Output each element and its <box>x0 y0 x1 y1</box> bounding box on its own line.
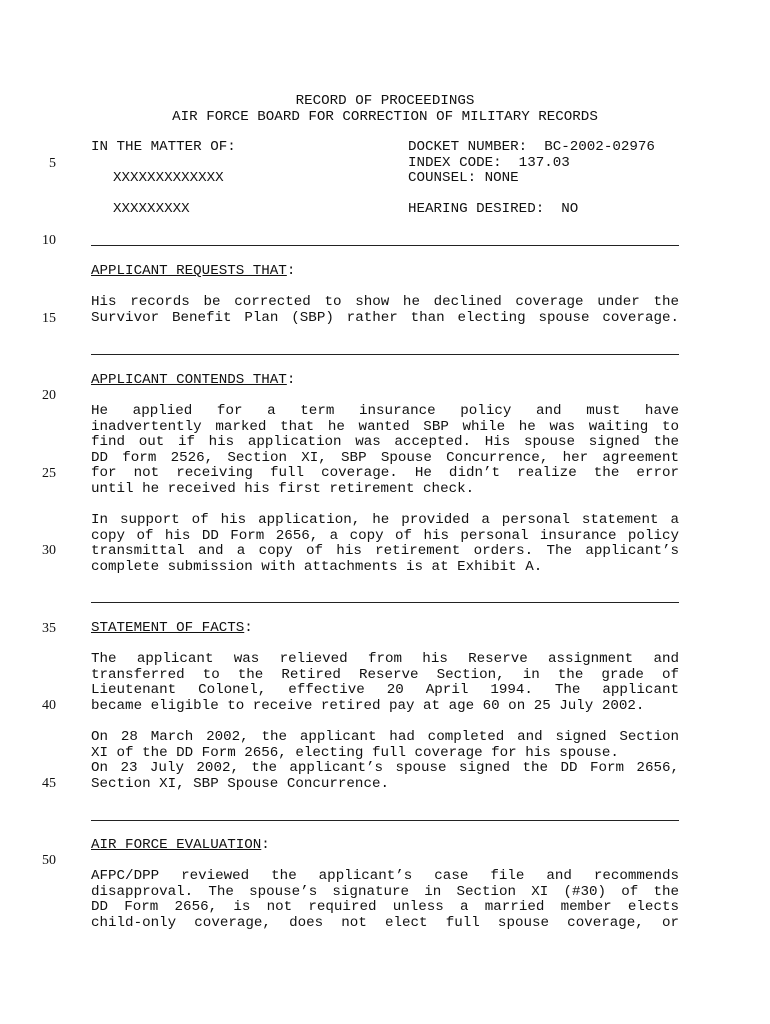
section-heading-evaluation: AIR FORCE EVALUATION: <box>91 837 270 853</box>
applicant-name-redacted: XXXXXXXXXXXXX <box>113 170 224 186</box>
section-heading-facts: STATEMENT OF FACTS: <box>91 620 253 636</box>
line-number: 40 <box>42 698 56 713</box>
line-number: 20 <box>42 388 56 403</box>
section-heading-requests: APPLICANT REQUESTS THAT: <box>91 263 296 279</box>
contends-paragraph-1: He applied for a term insurance policy and must have inadvertently marked that he wanted SBP while he was waiting to find out if his application was accepted. His spouse signed the DD form 2526, Section XI, SBP Spouse Concurrence, her agreement for not receiving full coverage. He didn’t realize the error until he received his first retirement check. <box>91 403 679 497</box>
line-number: 10 <box>42 233 56 248</box>
section-divider <box>91 820 679 821</box>
index-code: INDEX CODE: 137.03 <box>408 155 570 171</box>
line-number: 25 <box>42 466 56 481</box>
record-title: RECORD OF PROCEEDINGS <box>295 93 475 109</box>
section-heading-contends: APPLICANT CONTENDS THAT: <box>91 372 296 388</box>
hearing-desired: HEARING DESIRED: NO <box>408 201 579 217</box>
contends-paragraph-2: In support of his application, he provided a personal statement a copy of his DD Form 2656, a copy of his personal insurance policy transmittal and a copy of his retirement orders. The applicant’s complete submission with attachments is at Exhibit A. <box>91 512 679 575</box>
section-divider <box>91 354 679 355</box>
docket-number: DOCKET NUMBER: BC-2002-02976 <box>408 139 655 155</box>
section-divider <box>91 602 679 603</box>
facts-paragraph-1: The applicant was relieved from his Reserve assignment and transferred to the Retired Reserve Section, in the grade of Lieutenant Colonel, effective 20 April 1994. The applicant became eligible to receive retired pay at age 60 on 25 July 2002. <box>91 651 679 714</box>
board-title: AIR FORCE BOARD FOR CORRECTION OF MILITARY RECORDS <box>172 109 598 125</box>
line-number: 35 <box>42 621 56 636</box>
line-number: 45 <box>42 776 56 791</box>
line-number: 50 <box>42 853 56 868</box>
counsel: COUNSEL: NONE <box>408 170 519 186</box>
line-number: 5 <box>49 156 56 171</box>
line-number: 15 <box>42 311 56 326</box>
matter-label: IN THE MATTER OF: <box>91 139 236 155</box>
section-divider <box>91 245 679 246</box>
requests-paragraph: His records be corrected to show he declined coverage under the Survivor Benefit Plan (SBP) rather than electing spouse coverage. <box>91 294 679 326</box>
evaluation-paragraph-1: AFPC/DPP reviewed the applicant’s case file and recommends disapproval. The spouse’s signature in Section XI (#30) of the DD Form 2656, is not required unless a married member elects child-only coverage, does not elect full spouse coverage, or <box>91 868 679 931</box>
applicant-id-redacted: XXXXXXXXX <box>113 201 190 217</box>
line-number: 30 <box>42 543 56 558</box>
facts-paragraph-2: On 28 March 2002, the applicant had completed and signed Section XI of the DD Form 2656, electing full coverage for his spouse. On 23 July 2002, the applicant’s spouse signed the DD Form 2656, Section XI, SBP Spouse Concurrence. <box>91 729 679 792</box>
